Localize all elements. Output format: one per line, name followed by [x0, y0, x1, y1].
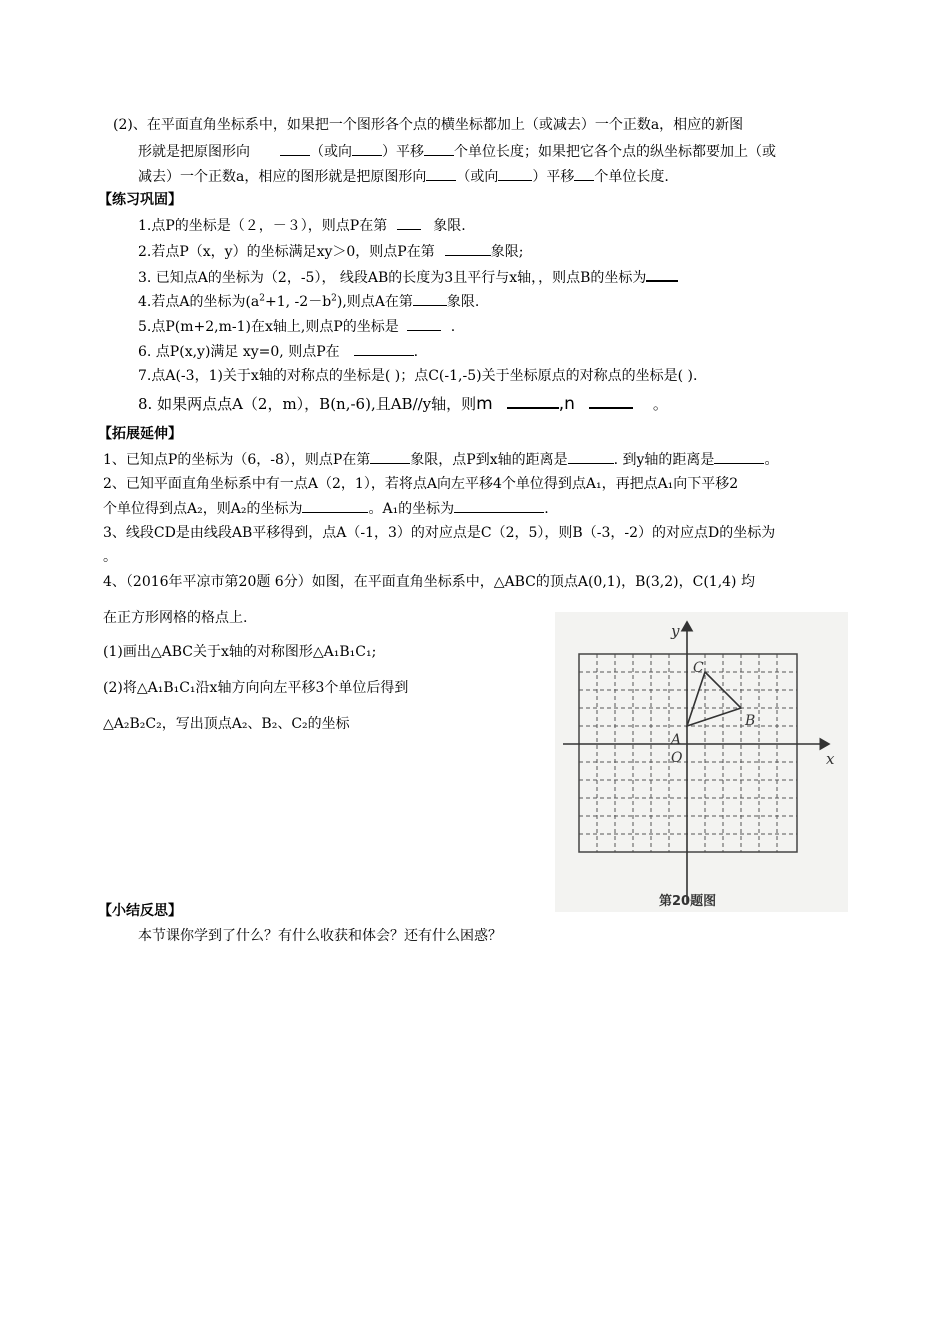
extend-q4-line-2: 在正方形网格的格点上. — [103, 610, 248, 626]
blank[interactable] — [354, 341, 414, 356]
practice-q1: 1.点P的坐标是（２，－３），则点P在第 象限. — [138, 215, 466, 236]
blank[interactable] — [280, 141, 310, 156]
point-a-label: A — [671, 732, 682, 748]
blank[interactable] — [407, 316, 441, 331]
x-axis-label: x — [826, 750, 835, 768]
practice-heading: 【练习巩固】 — [98, 192, 182, 208]
blank[interactable] — [568, 449, 614, 464]
blank[interactable] — [370, 449, 410, 464]
blank[interactable] — [424, 141, 454, 156]
point-b-label: B — [745, 713, 756, 729]
extend-q4-line-1: 4、（2016年平凉市第20题 6分）如图，在平面直角坐标系中，△ABC的顶点A(0,1)，B(3,2)，C(1,4) 均 — [103, 574, 755, 590]
blank[interactable] — [426, 166, 456, 181]
extend-q2-line-1: 2、已知平面直角坐标系中有一点A（2，1），若将点A向左平移4个单位得到点A₁，再把点A₁向下平移2 — [103, 476, 739, 492]
practice-q3: 3. 已知点A的坐标为（2，-5）， 线段AB的长度为3且平行与x轴，，则点B的坐标为 — [138, 266, 678, 288]
figure-caption: 第20题图 — [659, 894, 717, 909]
grid-border — [579, 654, 797, 852]
practice-q8: 8. 如果两点点A（2，m），B(n,-6),且AB//y轴，则m ,n 。 — [138, 394, 668, 414]
blank[interactable] — [498, 166, 532, 181]
blank[interactable] — [646, 266, 678, 282]
blank[interactable] — [352, 141, 382, 156]
practice-q7: 7.点A(-3，1)关于x轴的对称点的坐标是( )；点C(-1,-5)关于坐标原点的对称点的坐标是( ). — [138, 368, 698, 384]
y-axis-label: y — [671, 622, 680, 640]
extend-q2-line-2: 个单位得到点A₂，则A₂的坐标为 。A₁的坐标为 . — [103, 498, 549, 519]
blank[interactable] — [507, 393, 559, 409]
blank[interactable] — [454, 498, 544, 513]
point-c-label: C — [693, 660, 704, 676]
blank[interactable] — [397, 215, 421, 230]
intro-line-3: 减去）一个正数a，相应的图形就是把原图形向 （或向 ）平移 个单位长度. — [138, 166, 669, 187]
blank[interactable] — [445, 241, 491, 256]
blank[interactable] — [714, 449, 764, 464]
extend-q4-part-3: △A₂B₂C₂，写出顶点A₂、B₂、C₂的坐标 — [103, 716, 350, 732]
intro-line-1: (2)、在平面直角坐标系中，如果把一个图形各个点的横坐标都加上（或减去）一个正数a，相应的新图 — [113, 117, 744, 133]
coordinate-grid-figure — [555, 612, 848, 912]
practice-q5: 5.点P(m+2,m-1)在x轴上,则点P的坐标是 . — [138, 316, 455, 337]
blank[interactable] — [574, 166, 594, 181]
extend-q3-line-1: 3、线段CD是由线段AB平移得到，点A（-1，3）的对应点是C（2，5），则B（-3，-2）的对应点D的坐标为 — [103, 525, 776, 541]
summary-heading: 【小结反思】 — [98, 903, 182, 919]
grid-lines — [579, 654, 797, 852]
extend-q1: 1、已知点P的坐标为（6，-8），则点P在第 象限，点P到x轴的距离是 . 到y轴的距离是 。 — [103, 449, 778, 470]
summary-text: 本节课你学到了什么？有什么收获和体会？还有什么困惑？ — [138, 928, 502, 944]
coordinate-grid-svg — [555, 612, 848, 912]
practice-q2: 2.若点P（x，y）的坐标满足xy＞0，则点P在第 象限; — [138, 241, 523, 262]
extend-heading: 【拓展延伸】 — [98, 426, 182, 442]
blank[interactable] — [302, 498, 368, 513]
triangle-abc — [687, 672, 741, 726]
practice-q6: 6. 点P(x,y)满足 xy=0, 则点P在 . — [138, 341, 418, 362]
extend-q4-part-2: (2)将△A₁B₁C₁沿x轴方向向左平移3个单位后得到 — [103, 680, 409, 696]
extend-q4-part-1: (1)画出△ABC关于x轴的对称图形△A₁B₁C₁; — [103, 644, 377, 660]
practice-q4: 4.若点A的坐标为($a^2+1$, $-2-b^2$),则点A在第 象限. — [138, 291, 479, 312]
blank[interactable] — [413, 291, 447, 306]
extend-q3-line-2: 。 — [103, 549, 117, 565]
origin-label: O — [671, 750, 683, 766]
intro-line-2: 形就是把原图形向 （或向 ）平移 个单位长度；如果把它各个点的纵坐标都要加上（或 — [138, 141, 776, 162]
blank[interactable] — [589, 393, 633, 409]
